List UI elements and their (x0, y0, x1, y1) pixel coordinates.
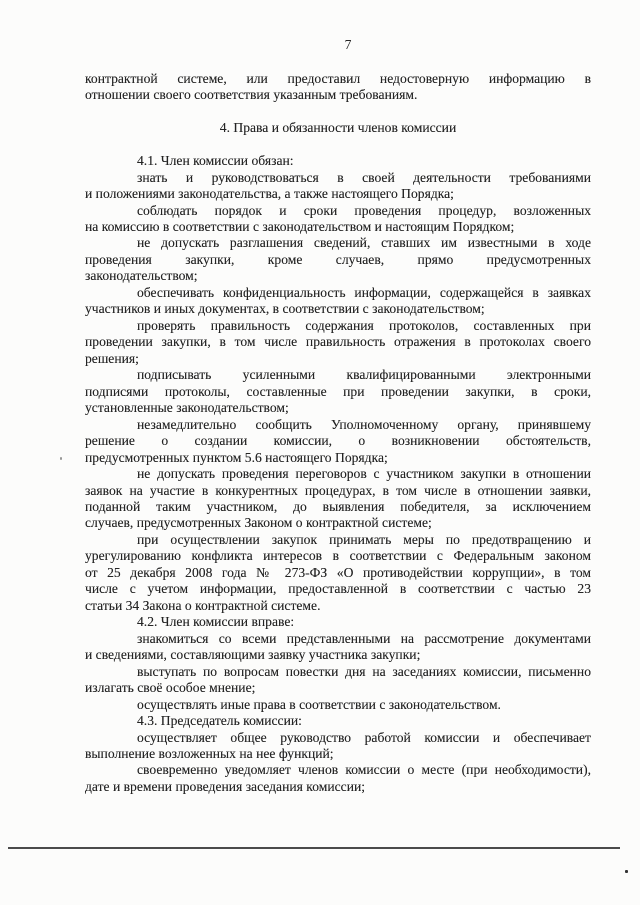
text-line: урегулированию конфликта интересов в соответствии с Федеральным законом (85, 548, 591, 564)
text-line: 4.1. Член комиссии обязан: (137, 153, 294, 169)
text-line: законодательством; (85, 268, 198, 284)
text-line: проведении закупки, в том числе правильность отражения в протоколах своего (85, 334, 591, 350)
paragraph (85, 417, 591, 466)
text-line: от 25 декабря 2008 года № 273-ФЗ «О противодействии коррупции», в том (85, 564, 591, 580)
paragraph (85, 170, 591, 203)
text-line: отношении своего соответствия указанным требованиям. (85, 87, 418, 103)
text-line: 4.2. Член комиссии вправе: (137, 614, 295, 630)
text-line: проверять правильность содержания протоколов, составленных при (137, 317, 591, 333)
text-line: решение о создании комиссии, о возникновении обстоятельств, (85, 433, 591, 449)
text-line: проведения закупки, кроме случаев, прямо предусмотренных (85, 251, 591, 267)
paragraph (85, 203, 591, 236)
text-line: случаев, предусмотренных Законом о контрактной системе; (85, 515, 432, 531)
footer-rule (8, 847, 620, 849)
paragraph (85, 367, 591, 416)
text-line: своевременно уведомляет членов комиссии о месте (при необходимости), (137, 762, 591, 778)
text-line: не допускать разглашения сведений, ставших им известными в ходе (137, 235, 591, 251)
text-line: дате и времени проведения заседания комиссии; (85, 778, 366, 794)
text-line: выступать по вопросам повестки дня на заседаниях комиссии, письменно (137, 663, 591, 679)
paragraph (85, 631, 591, 664)
text-line: соблюдать порядок и сроки проведения процедур, возложенных (137, 202, 591, 218)
text-line: и сведениями, составляющими заявку участника закупки; (85, 647, 421, 663)
text-line: 4.3. Председатель комиссии: (137, 713, 302, 729)
text-line: решения; (85, 350, 139, 366)
paragraph (85, 697, 591, 713)
text-line: осуществляет общее руководство работой комиссии и обеспечивает (137, 729, 591, 745)
text-line: незамедлительно сообщить Уполномоченному органу, принявшему (137, 416, 591, 432)
scan-mark (60, 457, 62, 460)
text-line: заявок на участие в конкурентных процедурах, в том числе в отношении заявки, (85, 482, 591, 498)
text-line: участников и иных документах, в соответствии с законодательством; (85, 301, 485, 317)
paragraph (85, 713, 591, 729)
paragraph (85, 318, 591, 367)
paragraph (85, 285, 591, 318)
paragraph (85, 153, 591, 169)
paragraph (85, 532, 591, 614)
text-line: контрактной системе, или предоставил недостоверную информацию в (85, 70, 591, 86)
text-line: при осуществлении закупок принимать меры по предотвращению и (137, 531, 591, 547)
paragraph (85, 614, 591, 630)
paragraph (85, 664, 591, 697)
continuation-paragraph (85, 71, 591, 104)
text-line: и положениями законодательства, а также настоящего Порядка; (85, 186, 454, 202)
text-line: осуществлять иные права в соответствии с законодательством. (137, 696, 501, 712)
text-line: установленные законодательством; (85, 400, 289, 416)
text-line: статьи 34 Закона о контрактной системе. (85, 597, 321, 613)
paragraph (85, 235, 591, 284)
text-line: знать и руководствоваться в своей деятельности требованиями (137, 169, 591, 185)
text-line: предусмотренных пунктом 5.6 настоящего Порядка; (85, 449, 388, 465)
text-line: числе с учетом информации, предоставленной в соответствии с частью 23 (85, 581, 591, 597)
paragraph-list (85, 153, 591, 795)
text-line: подписями протоколы, составленные при проведении закупки, в сроки, (85, 383, 591, 399)
paragraph (85, 466, 591, 532)
section-heading: 4. Права и обязанности членов комиссии (219, 120, 457, 136)
text-line: подписывать усиленными квалифицированными электронными (137, 367, 591, 383)
text-line: знакомиться со всеми представленными на рассмотрение документами (137, 630, 591, 646)
text-line: не допускать проведения переговоров с участником закупки в отношении (137, 466, 591, 482)
body-text (85, 71, 591, 796)
text-line: излагать своё особое мнение; (85, 680, 256, 696)
text-line: обеспечивать конфиденциальность информации, содержащейся в заявках (137, 284, 591, 300)
text-line: на комиссию в соответствии с законодательством и настоящим Порядком; (85, 219, 515, 235)
paragraph (85, 762, 591, 795)
paragraph (85, 730, 591, 763)
page-number: 7 (344, 37, 352, 52)
text-line: выполнение возложенных на нее функций; (85, 746, 334, 762)
text-line: поданной таким участником, до выявления победителя, за исключением (85, 498, 591, 514)
scan-mark (625, 870, 628, 873)
